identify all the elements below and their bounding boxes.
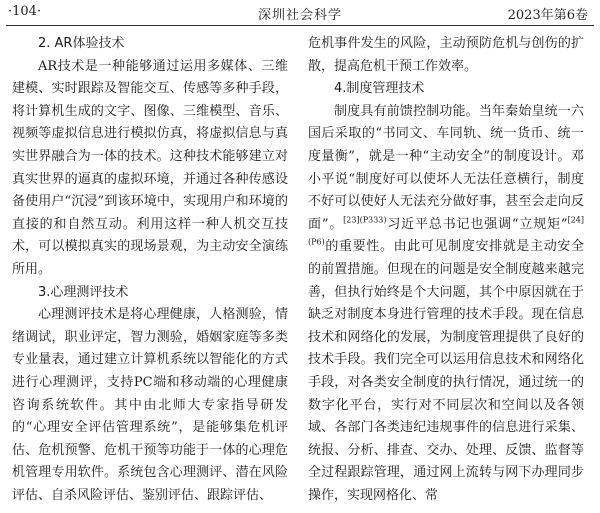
header-rule	[6, 25, 594, 26]
page-number: ·104·	[8, 4, 42, 19]
left-column	[12, 33, 288, 507]
paragraph-continuation: 危机事件发生的风险，主动预防危机与创伤的扩散，提高危机干预工作效率。	[308, 36, 584, 74]
paragraph-ar: AR技术是一种能够通过运用多媒体、三维建模、实时跟踪及智能交互、传感等多种手段，将计算机生成的文字、图像、三维模型、音乐、视频等虚拟信息进行模拟仿真，将虚拟信息与真实世界融合为一体的技术。这种技术能够建立对真实世界的逼真的虚拟环境，并通过各种传感设备使用户“沉浸”到该环境中，实现用户和环境的直接的和自然互动。利用这样一种人机交互技术，可以模拟真实的现场景观，为主动安全演练所用。	[12, 58, 288, 277]
running-header	[0, 0, 600, 26]
section-heading-ar: 2. AR体验技术	[38, 36, 125, 51]
issue-label: 2023年第6卷	[507, 8, 588, 23]
section-heading-institutional-management: 4.制度管理技术	[334, 81, 425, 97]
paragraph-psychological-assessment: 心理测评技术是将心理健康，人格测验，情绪调试，职业评定，智力测验，婚姻家庭等多类专业量表，通过建立计算机系统以智能化的方式进行心理测评，支持PC端和移动端的心理健康咨询系统软件。其中由北师大专家指导研发的“心理安全评估管理系统”，是能够集危机评估、危机预警、危机干预等功能于一体的心理危机管理专用软件。系统包含心理测评、潜在风险评估、自杀风险评估、鉴别评估、跟踪评估、	[12, 307, 288, 503]
citation: [24](P6)	[308, 215, 584, 248]
right-column	[308, 33, 584, 507]
paragraph-text: 习近平总书记也强调“立规矩”	[386, 216, 568, 232]
paragraph-institutional-management	[308, 101, 584, 508]
citation: [23](P333)	[343, 215, 387, 225]
journal-title: 深圳社会科学	[257, 8, 342, 23]
paragraph-text: 的重要性。由此可见制度安排就是主动安全的前置措施。但现在的问题是安全制度越来越完善，但执行始终是个大问题，其个中原因就在于缺乏对制度本身进行管理的技术手段。现在信息技术和网络化的发展，为制度管理提供了良好的技术手段。我们完全可以运用信息技术和网络化手段，对各类安全制度的执行情况，通过统一的数字化平台，实行对不同层次和空间以及各领域、各部门各类违纪违规事件的信息进行采集、统报、分析、排查、交办、处理、反馈、监督等全过程跟踪管理，通过网上流转与网下办理同步操作，实现网格化、常	[308, 239, 584, 503]
paragraph-text: 制度具有前馈控制功能。当年秦始皇统一六国后采取的“书同文、车同轨、统一货币、统一度量衡”，就是一种“主动安全”的制度设计。邓小平说“制度好可以使坏人无法任意横行，制度不好可以使好人无法充分做好事，甚至会走向反面”。	[308, 103, 584, 232]
section-heading-psychological-assessment: 3.心理测评技术	[38, 284, 129, 300]
